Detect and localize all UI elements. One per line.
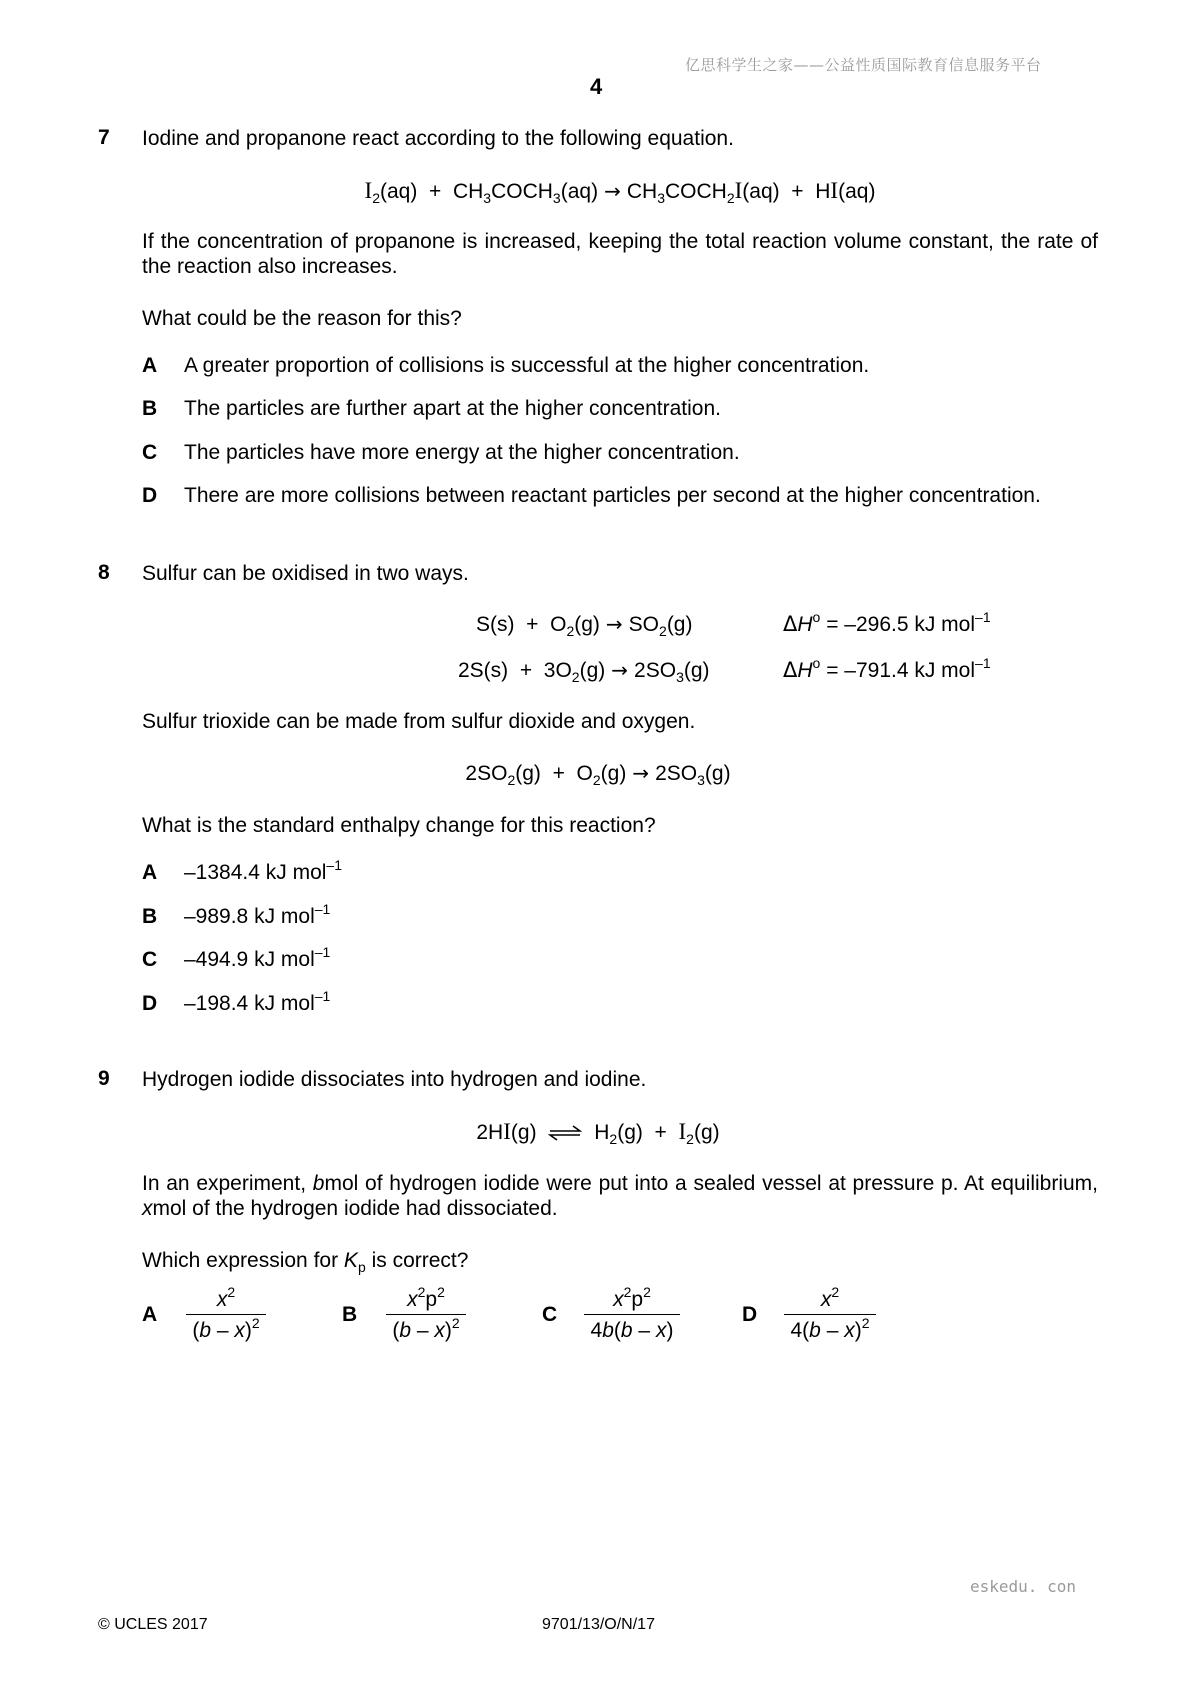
q8-option-b-exponent: –1 — [314, 901, 331, 917]
footer-copyright: © UCLES 2017 — [98, 1616, 208, 1633]
q8-reaction-1: $S(s) + O_2(g) \to SO_2(g)$ — [476, 612, 693, 639]
question-9-question — [142, 1248, 1098, 1273]
q9-option-b-letter: B — [342, 1303, 358, 1326]
q8-option-b-letter: B — [142, 905, 158, 928]
q8-option-a-letter: A — [142, 861, 158, 884]
q8-option-b-value — [184, 901, 331, 929]
q8-reaction-2: $2S(s) + 3O_2(g) \to 2SO_3(g)$ — [458, 658, 710, 685]
q9-variable-x: x — [142, 1197, 153, 1220]
q9-paragraph-part-2: mol of hydrogen iodide were put into a sealed vessel at pressure p. At equilibrium, — [324, 1172, 1098, 1195]
q8-dh1-value: = –296.5 kJ mol — [826, 613, 976, 636]
q8-option-c-text: –494.9 kJ mol — [184, 948, 315, 971]
q7-option-c-letter: C — [142, 441, 158, 464]
q8-dh2-exponent: –1 — [975, 655, 991, 671]
question-9-number: 9 — [98, 1067, 110, 1090]
q9-kp-subscript: p — [357, 1259, 366, 1275]
footer-watermark: eskedu. con — [970, 1577, 1076, 1596]
q8-enthalpy-2: $\Delta H^o = -791.4$ kJ mol$^{-1}$ — [783, 655, 991, 682]
question-8-paragraph: Sulfur trioxide can be made from sulfur dioxide and oxygen. — [142, 710, 696, 733]
q9-option-b-expression: $x^2p^2$ (b – x)$^2$ — [386, 1287, 466, 1344]
q7-option-d-letter: D — [142, 484, 158, 507]
q8-option-d-text: –198.4 kJ mol — [184, 992, 315, 1015]
header-watermark: 亿思科学生之家——公益性质国际教育信息服务平台 — [685, 56, 1042, 74]
footer-paper-code: 9701/13/O/N/17 — [542, 1616, 655, 1633]
q9-question-part-2: is correct? — [371, 1249, 469, 1272]
q7-option-b-text: The particles are further apart at the higher concentration. — [184, 397, 721, 420]
q9-kp-symbol: K — [343, 1249, 358, 1272]
q9-question-part-1: Which expression for — [142, 1249, 339, 1272]
q8-dh1-exponent: –1 — [975, 609, 991, 625]
q7-option-d-text: There are more collisions between reactant particles per second at the higher concentration. — [184, 484, 1041, 507]
question-9-intro: Hydrogen iodide dissociates into hydrogen and iodine. — [142, 1068, 647, 1091]
q8-option-c-exponent: –1 — [314, 944, 331, 960]
question-9-paragraph — [142, 1171, 1098, 1221]
q8-option-b-text: –989.8 kJ mol — [184, 905, 315, 928]
q8-option-d-exponent: –1 — [314, 988, 331, 1004]
q8-dh2-value: = –791.4 kJ mol — [826, 659, 976, 682]
question-7-intro: Iodine and propanone react according to the following equation. — [142, 127, 734, 150]
q7-option-c-text: The particles have more energy at the higher concentration. — [184, 441, 740, 464]
q8-option-d-value — [184, 988, 331, 1016]
q9-paragraph-part-1: In an experiment, — [142, 1172, 307, 1195]
q7-option-b-letter: B — [142, 397, 158, 420]
q9-variable-b: b — [312, 1172, 325, 1195]
q9-option-a-expression: $x^2$ (b – x)$^2$ — [186, 1287, 266, 1344]
question-7-number: 7 — [98, 126, 110, 149]
q7-reaction-equation: $I_2(aq)$ + $CH_3COCH_3(aq)$ → $CH_3COCH_2I(aq) + HI(aq)$ — [364, 178, 876, 206]
q8-option-a-value — [184, 857, 342, 885]
q9-option-c-expression: $x^2p^2$ 4b(b – x) — [584, 1287, 680, 1344]
q8-option-a-text: –1384.4 kJ mol — [184, 861, 327, 884]
q7-option-a-text: A greater proportion of collisions is successful at the higher concentration. — [184, 354, 870, 377]
question-7-question: What could be the reason for this? — [142, 307, 462, 330]
q7-option-a-letter: A — [142, 354, 158, 377]
q9-option-d-expression: $x^2$ 4(b – x)$^2$ — [784, 1287, 876, 1344]
question-7-paragraph: If the concentration of propanone is increased, keeping the total reaction volume constant, the rate of the reaction also increases. — [142, 230, 1098, 278]
q9-option-c-letter: C — [542, 1303, 558, 1326]
page-number: 4 — [590, 74, 603, 99]
question-8-number: 8 — [98, 561, 110, 584]
q8-option-c-value — [184, 944, 331, 972]
question-8-intro: Sulfur can be oxidised in two ways. — [142, 562, 469, 585]
q8-enthalpy-1: $\Delta H^o = -296.5$ kJ mol$^{-1}$ — [783, 609, 991, 636]
q9-option-a-letter: A — [142, 1303, 158, 1326]
q8-option-c-letter: C — [142, 948, 158, 971]
q9-equilibrium-equation: 2HI(g) $H_2(g) + I_2(g)$ — [476, 1119, 720, 1147]
q8-target-reaction: $2SO_2(g) + O_2(g) \to 2SO_3(g)$ — [465, 761, 731, 788]
question-8-question: What is the standard enthalpy change for this reaction? — [142, 814, 656, 837]
q9-paragraph-part-3: mol of the hydrogen iodide had dissociated. — [152, 1197, 558, 1220]
equilibrium-arrows-icon — [548, 1125, 582, 1141]
q8-option-a-exponent: –1 — [326, 857, 342, 873]
q8-option-d-letter: D — [142, 992, 158, 1015]
q9-option-d-letter: D — [742, 1303, 758, 1326]
